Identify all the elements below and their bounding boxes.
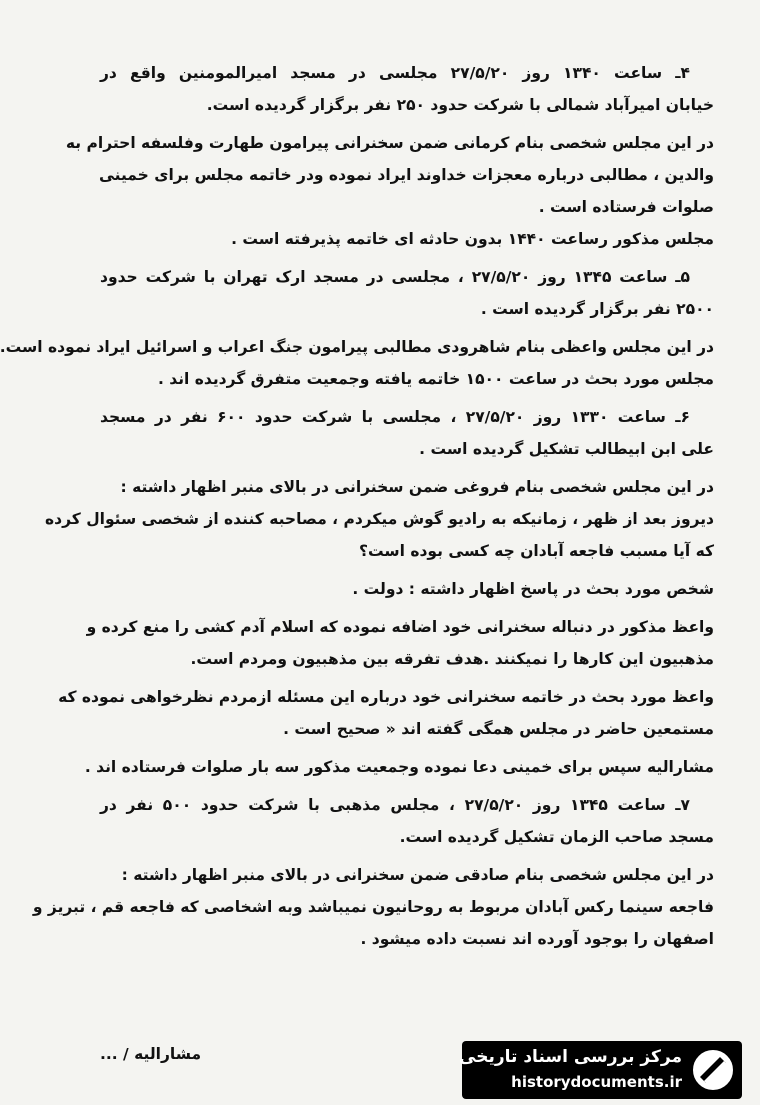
text-line: ۴ـ ساعت ۱۳۴۰ روز ۲۷/۵/۲۰ مجلسی در مسجد امیرالمومنین واقع در [100,64,690,82]
text-line: در این مجلس شخصی بنام کرمانی ضمن سخنرانی پیرامون طهارت وفلسفه احترام به [65,134,714,152]
text-line: در این مجلس شخصی بنام فروغی ضمن سخنرانی در بالای منبر اظهار داشته : [120,478,714,496]
text-line: مجلس مورد بحث در ساعت ۱۵۰۰ خاتمه یافته وجمعیت متفرق گردیده اند . [157,370,714,388]
text-line: مذهبیون این کارها را نمیکنند .هدف تفرقه بین مذهبیون ومردم است. [190,650,714,668]
watermark-url: historydocuments.ir [511,1073,682,1091]
text-line: مستمعین حاضر در مجلس همگی گفته اند « صحیح است . [283,720,714,738]
text-line: ۵ـ ساعت ۱۳۴۵ روز ۲۷/۵/۲۰ ، مجلسی در مسجد ارک تهران با شرکت حدود [100,268,690,286]
text-line: ۷ـ ساعت ۱۳۴۵ روز ۲۷/۵/۲۰ ، مجلس مذهبی با شرکت حدود ۵۰۰ نفر در [100,796,690,814]
text-line: واعظ مورد بحث در خاتمه سخنرانی خود درباره این مسئله ازمردم نظرخواهی نموده که [58,688,714,706]
text-line: دیروز بعد از ظهر ، زمانیکه به رادیو گوش میکردم ، مصاحبه کننده از شخصی سئوال کرده [45,510,714,528]
text-line: در این مجلس شخصی بنام صادقی ضمن سخنرانی در بالای منبر اظهار داشته : [121,866,714,884]
text-line: واعظ مذکور در دنباله سخنرانی خود اضافه نموده که اسلام آدم کشی را منع کرده و [86,618,714,636]
text-line: در این مجلس واعظی بنام شاهرودی مطالبی پیرامون جنگ اعراب و اسرائیل ایراد نموده است. [0,338,714,356]
text-line: علی ابن ابیطالب تشکیل گردیده است . [419,440,714,458]
text-line: مجلس مذکور رساعت ۱۴۴۰ بدون حادثه ای خاتمه پذیرفته است . [231,230,714,248]
text-line: که آیا مسبب فاجعه آبادان چه کسی بوده است؟ [358,542,714,560]
continuation-note: مشارالیه / ... [100,1045,202,1063]
text-line: ۶ـ ساعت ۱۳۳۰ روز ۲۷/۵/۲۰ ، مجلسی با شرکت حدود ۶۰۰ نفر در مسجد [100,408,690,426]
archive-logo-icon [690,1047,736,1093]
watermark-badge [459,1041,742,1099]
text-line: مسجد صاحب الزمان تشکیل گردیده است. [399,828,714,846]
text-line: ۲۵۰۰ نفر برگزار گردیده است . [480,300,714,318]
text-line: اصفهان را بوجود آورده اند نسبت داده میشود . [360,930,714,948]
watermark-title: مرکز بررسی اسناد تاریخی [459,1047,682,1067]
text-line: فاجعه سینما رکس آبادان مربوط به روحانیون نمیباشد وبه اشخاصی که فاجعه قم ، تبریز و [32,898,714,916]
text-line: خیابان امیرآباد شمالی با شرکت حدود ۲۵۰ نفر برگزار گردیده است. [206,96,714,114]
text-line: مشارالیه سپس برای خمینی دعا نموده وجمعیت مذکور سه بار صلوات فرستاده اند . [84,758,714,776]
document-body [0,62,714,951]
text-line: شخص مورد بحث در پاسخ اظهار داشته : دولت . [352,580,714,598]
text-line: والدین ، مطالبی درباره معجزات خداوند ایراد نموده ودر خاتمه مجلس برای خمینی [98,166,714,184]
text-line: صلوات فرستاده است . [538,198,714,216]
